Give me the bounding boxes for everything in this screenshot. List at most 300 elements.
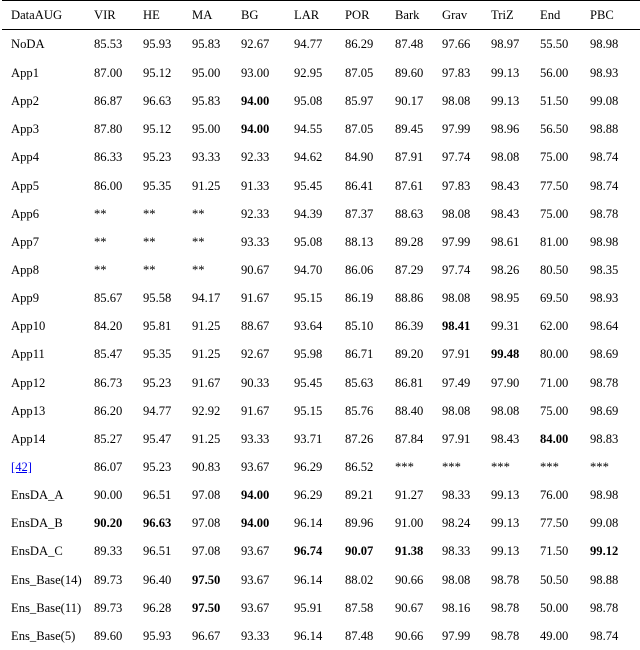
table-cell: 98.74 <box>590 622 640 650</box>
table-cell: 98.78 <box>590 200 640 228</box>
table-row <box>2 30 640 60</box>
table-row <box>2 510 640 538</box>
table-cell: *** <box>590 453 640 481</box>
table-row <box>2 88 640 116</box>
table-cell: 87.05 <box>345 116 395 144</box>
table-cell: 86.39 <box>395 313 442 341</box>
table-cell: 98.35 <box>590 256 640 284</box>
table-cell: 92.67 <box>241 341 294 369</box>
table-cell: 90.66 <box>395 622 442 650</box>
table-cell: 87.05 <box>345 60 395 88</box>
table-cell: 94.70 <box>294 256 345 284</box>
table-cell: 95.83 <box>192 30 241 60</box>
table-cell: 97.83 <box>442 60 491 88</box>
table-cell: 55.50 <box>540 30 590 60</box>
table-cell: 86.06 <box>345 256 395 284</box>
table-cell: 99.13 <box>491 60 540 88</box>
table-cell: ** <box>143 256 192 284</box>
table-row <box>2 566 640 594</box>
table-cell: 95.81 <box>143 313 192 341</box>
table-cell: 84.00 <box>540 425 590 453</box>
table-cell: 91.27 <box>395 482 442 510</box>
row-label: App1 <box>2 60 94 88</box>
row-label: App2 <box>2 88 94 116</box>
row-label: Ens_Base(11) <box>2 594 94 622</box>
table-cell: 96.63 <box>143 88 192 116</box>
table-cell: 98.08 <box>442 566 491 594</box>
table-cell: 95.08 <box>294 88 345 116</box>
table-cell: 98.88 <box>590 566 640 594</box>
table-cell: 87.48 <box>345 622 395 650</box>
table-row <box>2 594 640 622</box>
table-cell: 93.67 <box>241 538 294 566</box>
table-cell: 97.83 <box>442 172 491 200</box>
table-cell: 98.88 <box>590 116 640 144</box>
table-cell: 94.77 <box>143 397 192 425</box>
table-cell: 95.45 <box>294 369 345 397</box>
row-label: Ens_Base(14) <box>2 566 94 594</box>
table-cell: 98.98 <box>590 228 640 256</box>
table-body <box>2 30 640 650</box>
table-cell: 92.67 <box>241 30 294 60</box>
row-label: App9 <box>2 285 94 313</box>
table-cell: 95.23 <box>143 144 192 172</box>
table-cell: 90.67 <box>395 594 442 622</box>
table-cell: 91.67 <box>192 369 241 397</box>
row-label: App11 <box>2 341 94 369</box>
table-row <box>2 116 640 144</box>
table-cell: 91.25 <box>192 172 241 200</box>
table-cell: 96.51 <box>143 538 192 566</box>
table-cell: 62.00 <box>540 313 590 341</box>
table-cell: 96.14 <box>294 566 345 594</box>
table-cell: 95.12 <box>143 60 192 88</box>
table-row <box>2 538 640 566</box>
table-cell: 88.67 <box>241 313 294 341</box>
table-cell: 95.15 <box>294 285 345 313</box>
table-cell: 92.92 <box>192 397 241 425</box>
table-cell: 98.78 <box>491 622 540 650</box>
table-cell: 96.14 <box>294 622 345 650</box>
column-header: BG <box>241 1 294 30</box>
table-cell: 84.20 <box>94 313 143 341</box>
table-cell: 87.84 <box>395 425 442 453</box>
table-cell: 98.69 <box>590 397 640 425</box>
table-cell: 85.97 <box>345 88 395 116</box>
table-cell: 86.33 <box>94 144 143 172</box>
table-cell: 88.13 <box>345 228 395 256</box>
table-cell: 89.73 <box>94 566 143 594</box>
table-cell: 69.50 <box>540 285 590 313</box>
table-cell: 49.00 <box>540 622 590 650</box>
results-table <box>2 0 640 650</box>
table-cell: 99.08 <box>590 510 640 538</box>
table-row <box>2 341 640 369</box>
table-cell: 75.00 <box>540 397 590 425</box>
table-row <box>2 425 640 453</box>
table-cell: 97.91 <box>442 425 491 453</box>
header-row <box>2 1 640 30</box>
table-cell: ** <box>143 228 192 256</box>
table-cell: 95.35 <box>143 172 192 200</box>
table-cell: 86.73 <box>94 369 143 397</box>
table-cell: 96.51 <box>143 482 192 510</box>
table-cell: 86.41 <box>345 172 395 200</box>
table-cell: 91.67 <box>241 397 294 425</box>
column-header: Bark <box>395 1 442 30</box>
table-cell: 98.08 <box>442 200 491 228</box>
table-cell: 81.00 <box>540 228 590 256</box>
row-label: App3 <box>2 116 94 144</box>
table-cell: 86.71 <box>345 341 395 369</box>
table-cell: 88.63 <box>395 200 442 228</box>
row-label: App5 <box>2 172 94 200</box>
table-cell: 98.08 <box>442 397 491 425</box>
table-cell: ** <box>94 200 143 228</box>
table-cell: 96.29 <box>294 482 345 510</box>
table-cell: 87.58 <box>345 594 395 622</box>
table-cell: 98.95 <box>491 285 540 313</box>
table-cell: 97.08 <box>192 482 241 510</box>
table-cell: 89.28 <box>395 228 442 256</box>
table-cell: ** <box>192 256 241 284</box>
table-cell: 97.90 <box>491 369 540 397</box>
table-cell: 96.67 <box>192 622 241 650</box>
row-label: App13 <box>2 397 94 425</box>
table-cell: 94.00 <box>241 510 294 538</box>
table-cell: 99.13 <box>491 88 540 116</box>
table-cell: 95.35 <box>143 341 192 369</box>
table-cell: 96.14 <box>294 510 345 538</box>
table-cell: 95.23 <box>143 453 192 481</box>
table-cell: 98.93 <box>590 60 640 88</box>
table-cell: 97.50 <box>192 594 241 622</box>
table-cell: 98.98 <box>590 30 640 60</box>
column-header: DataAUG <box>2 1 94 30</box>
table-cell: 90.83 <box>192 453 241 481</box>
table-cell: 98.26 <box>491 256 540 284</box>
row-label: EnsDA_B <box>2 510 94 538</box>
table-cell: 95.98 <box>294 341 345 369</box>
table-cell: 85.27 <box>94 425 143 453</box>
table-cell: 98.33 <box>442 538 491 566</box>
column-header: Grav <box>442 1 491 30</box>
table-cell: 96.74 <box>294 538 345 566</box>
table-cell: 71.00 <box>540 369 590 397</box>
table-cell: 80.50 <box>540 256 590 284</box>
table-cell: 91.67 <box>241 285 294 313</box>
table-cell: 85.67 <box>94 285 143 313</box>
table-row <box>2 622 640 650</box>
table-cell: 99.48 <box>491 341 540 369</box>
table-cell: 98.08 <box>442 88 491 116</box>
row-label: Ens_Base(5) <box>2 622 94 650</box>
table-cell: 51.50 <box>540 88 590 116</box>
table-cell: 87.48 <box>395 30 442 60</box>
table-cell: 85.76 <box>345 397 395 425</box>
table-cell: 71.50 <box>540 538 590 566</box>
table-row <box>2 453 640 481</box>
table-cell: 93.33 <box>241 228 294 256</box>
table-cell: 94.77 <box>294 30 345 60</box>
table-cell: 95.45 <box>294 172 345 200</box>
table-cell: 92.95 <box>294 60 345 88</box>
table-cell: 89.33 <box>94 538 143 566</box>
table-cell: 95.15 <box>294 397 345 425</box>
table-cell: ** <box>94 256 143 284</box>
table-cell: 75.00 <box>540 200 590 228</box>
table-cell: 98.43 <box>491 172 540 200</box>
table-cell: 98.78 <box>491 594 540 622</box>
table-cell: 87.26 <box>345 425 395 453</box>
table-cell: 86.20 <box>94 397 143 425</box>
table-cell: 95.93 <box>143 30 192 60</box>
table-cell: 97.99 <box>442 228 491 256</box>
table-cell: 98.96 <box>491 116 540 144</box>
table-cell: 94.39 <box>294 200 345 228</box>
table-cell: 89.45 <box>395 116 442 144</box>
table-cell: 90.20 <box>94 510 143 538</box>
table-cell: 91.25 <box>192 341 241 369</box>
table-cell: 86.87 <box>94 88 143 116</box>
table-cell: *** <box>491 453 540 481</box>
table-row <box>2 144 640 172</box>
table-cell: 98.78 <box>590 594 640 622</box>
row-label: App6 <box>2 200 94 228</box>
table-cell: 98.61 <box>491 228 540 256</box>
table-cell: 93.67 <box>241 566 294 594</box>
table-row <box>2 285 640 313</box>
table-row <box>2 313 640 341</box>
table-cell: 80.00 <box>540 341 590 369</box>
table-cell: 88.86 <box>395 285 442 313</box>
table-cell: 91.25 <box>192 425 241 453</box>
row-label: App14 <box>2 425 94 453</box>
table-cell: 89.60 <box>94 622 143 650</box>
column-header: VIR <box>94 1 143 30</box>
table-cell: 92.33 <box>241 144 294 172</box>
table-cell: 90.07 <box>345 538 395 566</box>
table-cell: 86.52 <box>345 453 395 481</box>
table-cell: 91.33 <box>241 172 294 200</box>
table-cell: 93.64 <box>294 313 345 341</box>
table-cell: 85.63 <box>345 369 395 397</box>
table-cell: 96.29 <box>294 453 345 481</box>
table-cell: 98.69 <box>590 341 640 369</box>
table-cell: 99.31 <box>491 313 540 341</box>
table-cell: 97.66 <box>442 30 491 60</box>
table-cell: 95.00 <box>192 116 241 144</box>
table-cell: 98.98 <box>590 482 640 510</box>
table-cell: 96.40 <box>143 566 192 594</box>
table-cell: ** <box>94 228 143 256</box>
table-row <box>2 369 640 397</box>
table-cell: 95.12 <box>143 116 192 144</box>
table-cell: 86.19 <box>345 285 395 313</box>
table-cell: 98.24 <box>442 510 491 538</box>
table-cell: 95.00 <box>192 60 241 88</box>
table-row <box>2 256 640 284</box>
table-cell: 84.90 <box>345 144 395 172</box>
table-cell: 93.67 <box>241 453 294 481</box>
table-cell: 96.28 <box>143 594 192 622</box>
row-label: NoDA <box>2 30 94 60</box>
table-cell: 91.25 <box>192 313 241 341</box>
table-header <box>2 1 640 30</box>
table-cell: 95.93 <box>143 622 192 650</box>
reference-link[interactable]: [42] <box>2 453 94 481</box>
table-cell: ** <box>192 200 241 228</box>
table-cell: 56.00 <box>540 60 590 88</box>
row-label: EnsDA_A <box>2 482 94 510</box>
row-label: App4 <box>2 144 94 172</box>
column-header: LAR <box>294 1 345 30</box>
column-header: HE <box>143 1 192 30</box>
table-cell: 90.00 <box>94 482 143 510</box>
table-cell: 89.21 <box>345 482 395 510</box>
table-cell: 85.10 <box>345 313 395 341</box>
table-cell: 98.83 <box>590 425 640 453</box>
table-cell: 95.08 <box>294 228 345 256</box>
row-label: App8 <box>2 256 94 284</box>
table-cell: 94.55 <box>294 116 345 144</box>
table-cell: 88.40 <box>395 397 442 425</box>
table-cell: 98.78 <box>491 566 540 594</box>
table-row <box>2 482 640 510</box>
table-cell: 91.38 <box>395 538 442 566</box>
column-header: MA <box>192 1 241 30</box>
table-cell: 97.74 <box>442 144 491 172</box>
row-label: EnsDA_C <box>2 538 94 566</box>
table-cell: 95.23 <box>143 369 192 397</box>
row-label: App10 <box>2 313 94 341</box>
table-cell: 98.43 <box>491 200 540 228</box>
table-cell: 87.37 <box>345 200 395 228</box>
table-cell: 94.00 <box>241 482 294 510</box>
table-cell: 98.08 <box>491 397 540 425</box>
table-cell: *** <box>540 453 590 481</box>
table-cell: 98.43 <box>491 425 540 453</box>
table-cell: 56.50 <box>540 116 590 144</box>
table-row <box>2 200 640 228</box>
table-cell: 93.33 <box>241 425 294 453</box>
table-cell: 93.67 <box>241 594 294 622</box>
table-cell: 90.66 <box>395 566 442 594</box>
table-cell: 77.50 <box>540 510 590 538</box>
table-cell: ** <box>192 228 241 256</box>
table-cell: 92.33 <box>241 200 294 228</box>
table-cell: 98.33 <box>442 482 491 510</box>
column-header: POR <box>345 1 395 30</box>
table-cell: 97.49 <box>442 369 491 397</box>
table-cell: 97.91 <box>442 341 491 369</box>
table-cell: 50.50 <box>540 566 590 594</box>
table-cell: 98.16 <box>442 594 491 622</box>
table-cell: 94.17 <box>192 285 241 313</box>
table-cell: *** <box>395 453 442 481</box>
table-cell: 94.00 <box>241 88 294 116</box>
table-cell: 99.08 <box>590 88 640 116</box>
column-header: TriZ <box>491 1 540 30</box>
table-cell: 97.99 <box>442 622 491 650</box>
table-cell: 98.41 <box>442 313 491 341</box>
table-cell: 89.60 <box>395 60 442 88</box>
table-cell: 75.00 <box>540 144 590 172</box>
table-cell: 93.33 <box>192 144 241 172</box>
row-label: App7 <box>2 228 94 256</box>
table-cell: 99.13 <box>491 510 540 538</box>
table-cell: 86.81 <box>395 369 442 397</box>
table-cell: 99.12 <box>590 538 640 566</box>
table-cell: 87.29 <box>395 256 442 284</box>
table-cell: 98.64 <box>590 313 640 341</box>
table-cell: 86.00 <box>94 172 143 200</box>
table-row <box>2 60 640 88</box>
table-cell: 97.74 <box>442 256 491 284</box>
table-cell: 87.61 <box>395 172 442 200</box>
table-cell: 85.53 <box>94 30 143 60</box>
table-cell: 94.00 <box>241 116 294 144</box>
table-cell: 89.73 <box>94 594 143 622</box>
table-row <box>2 172 640 200</box>
table-cell: 97.99 <box>442 116 491 144</box>
table-cell: 50.00 <box>540 594 590 622</box>
table-cell: 76.00 <box>540 482 590 510</box>
table-cell: 90.67 <box>241 256 294 284</box>
table-cell: 98.74 <box>590 144 640 172</box>
row-label: App12 <box>2 369 94 397</box>
table-cell: 87.91 <box>395 144 442 172</box>
table-cell: 99.13 <box>491 482 540 510</box>
table-cell: 95.58 <box>143 285 192 313</box>
table-cell: 95.47 <box>143 425 192 453</box>
table-cell: 86.29 <box>345 30 395 60</box>
table-cell: 88.02 <box>345 566 395 594</box>
table-cell: 89.96 <box>345 510 395 538</box>
table-cell: 99.13 <box>491 538 540 566</box>
table-cell: 95.83 <box>192 88 241 116</box>
table-cell: 98.93 <box>590 285 640 313</box>
table-cell: 90.17 <box>395 88 442 116</box>
table-cell: 87.00 <box>94 60 143 88</box>
table-row <box>2 228 640 256</box>
table-cell: 98.74 <box>590 172 640 200</box>
table-cell: 89.20 <box>395 341 442 369</box>
table-cell: 95.91 <box>294 594 345 622</box>
table-cell: 97.08 <box>192 538 241 566</box>
table-cell: 93.00 <box>241 60 294 88</box>
table-cell: 85.47 <box>94 341 143 369</box>
table-cell: 93.71 <box>294 425 345 453</box>
table-cell: 87.80 <box>94 116 143 144</box>
table-row <box>2 397 640 425</box>
table-cell: *** <box>442 453 491 481</box>
table-cell: 77.50 <box>540 172 590 200</box>
table-cell: 97.50 <box>192 566 241 594</box>
column-header: PBC <box>590 1 640 30</box>
table-cell: 96.63 <box>143 510 192 538</box>
table-cell: ** <box>143 200 192 228</box>
table-cell: 91.00 <box>395 510 442 538</box>
column-header: End <box>540 1 590 30</box>
table-cell: 98.97 <box>491 30 540 60</box>
table-cell: 90.33 <box>241 369 294 397</box>
table-cell: 94.62 <box>294 144 345 172</box>
table-cell: 98.78 <box>590 369 640 397</box>
table-cell: 97.08 <box>192 510 241 538</box>
table-cell: 98.08 <box>491 144 540 172</box>
table-cell: 98.08 <box>442 285 491 313</box>
